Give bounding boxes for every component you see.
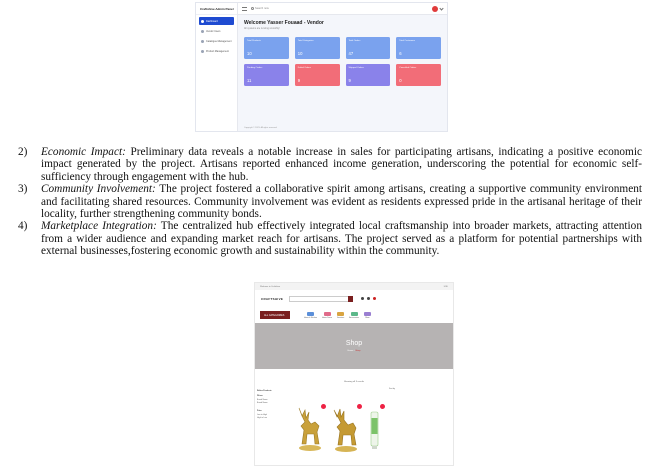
currency-select[interactable]: USD [443, 285, 448, 288]
stat-card[interactable] [396, 64, 441, 86]
dashboard-sidebar [196, 3, 238, 132]
filter-option[interactable]: Brand Name [257, 398, 268, 401]
dashboard-brand: Craftshive Admin Panel [196, 3, 237, 15]
item-heading: Economic Impact: [41, 146, 126, 158]
product-card[interactable] [329, 404, 361, 456]
sidebar-item[interactable] [199, 27, 234, 35]
results-count: Showing all 3 results [343, 381, 365, 383]
stat-value: 10 [247, 51, 252, 56]
welcome-subtitle: All systems are running smoothly! [244, 27, 280, 30]
stat-label: Total Products [247, 40, 261, 42]
tube-product-image [365, 404, 385, 456]
heart-icon[interactable] [367, 297, 370, 300]
menu-icon[interactable] [242, 7, 247, 11]
stat-label: Total Categories [297, 40, 314, 42]
stat-card[interactable] [396, 37, 441, 59]
category-icon [307, 312, 314, 316]
stat-value: 9 [348, 78, 351, 83]
breadcrumb-current: Shop [355, 350, 361, 352]
category-icon [364, 312, 371, 316]
nav-category[interactable] [337, 312, 344, 319]
nav-category[interactable] [322, 312, 332, 319]
category-icon [324, 312, 331, 316]
item-number: 4) [18, 220, 28, 233]
stat-card[interactable] [295, 37, 340, 59]
sidebar-item-label: Dashboard [206, 19, 218, 23]
sale-badge [380, 404, 385, 409]
filter-panel [257, 388, 289, 425]
stat-card[interactable] [346, 64, 391, 86]
search-icon[interactable] [251, 7, 254, 10]
list-item [18, 183, 642, 220]
product-card[interactable] [365, 404, 385, 456]
topbar-welcome: Welcome to Craftshive [260, 285, 281, 288]
stat-value: 47 [348, 51, 354, 56]
item-number: 3) [18, 183, 28, 196]
item-text: Preliminary data reveals a notable increase in sales for participating artisans, indicating a positive economic impact generated by the project. Artisans reported enhanced income generation, underscoring the potential for economic self-sufficiency through engagement with the hub. [41, 146, 642, 183]
nav-category-label: Home Decor [321, 316, 333, 319]
nav-category-label: Furniture [337, 316, 345, 319]
vendor-dashboard-figure [195, 2, 448, 132]
stat-label: Total Customers [399, 40, 416, 42]
item-text: The centralized hub effectively integrated local craftsmanship into broader markets, attracting attention from a wider audience and expanding market reach for artisans. The project served as a platform for potential partnerships with external businesses,fostering economic growth and sustainability within the community. [41, 220, 642, 258]
shop-nav [255, 307, 453, 323]
dashboard-main [238, 15, 447, 131]
shop-banner [255, 323, 453, 369]
paper-body [18, 146, 642, 258]
stat-card[interactable] [244, 37, 289, 59]
shop-logo[interactable]: CRAFTSHIVE [261, 296, 284, 301]
item-heading: Marketplace Integration: [41, 220, 157, 233]
filter-option[interactable]: Low to High [257, 413, 267, 416]
product-card[interactable] [293, 404, 325, 456]
sidebar-item[interactable] [199, 37, 234, 45]
user-icon[interactable] [361, 297, 364, 300]
stat-value: 11 [247, 78, 252, 83]
filter-option[interactable]: Brand Name [257, 402, 268, 404]
sale-badge [321, 404, 326, 409]
category-icon [351, 312, 358, 316]
breadcrumb-home[interactable]: Home [347, 350, 354, 352]
dashboard-topbar [238, 3, 447, 15]
nav-category-label: Home & Kitchen [304, 316, 317, 319]
product-area [289, 388, 453, 425]
shop-body [255, 388, 453, 425]
stat-label: Pending Orders [247, 67, 263, 69]
nav-icon [201, 50, 204, 53]
shop-page-figure [254, 282, 454, 466]
search-input[interactable] [289, 296, 349, 302]
filter-group [257, 410, 289, 419]
list-item [18, 220, 642, 257]
sale-badge [357, 404, 362, 409]
filter-group-title: Price [257, 410, 262, 412]
filter-group-title: Filters [257, 395, 263, 397]
stat-label: Shipped Orders [348, 67, 364, 69]
shop-topbar [255, 283, 453, 290]
all-categories-button[interactable]: ALL CATEGORIES [260, 311, 290, 319]
nav-category[interactable] [349, 312, 359, 319]
avatar[interactable] [432, 6, 438, 12]
item-number: 2) [18, 146, 28, 158]
sidebar-item[interactable] [199, 47, 234, 55]
breadcrumb: Home › Shop [347, 350, 361, 352]
stat-label: Failed Orders [297, 67, 312, 69]
sidebar-item[interactable] [199, 17, 234, 25]
nav-category[interactable] [364, 312, 371, 319]
stat-value: 10 [297, 51, 303, 56]
stat-label: Total Orders [348, 40, 361, 42]
category-icon [337, 312, 344, 316]
cart-icon[interactable] [373, 297, 376, 300]
shop-header [255, 290, 453, 307]
stat-value: 9 [297, 78, 301, 83]
deer-statue-image [329, 404, 361, 456]
product-grid [293, 404, 385, 456]
filter-title: Refine Products [257, 390, 272, 392]
item-heading: Community Involvement: [41, 183, 156, 196]
stat-value: 0 [399, 78, 402, 83]
filter-option[interactable]: High to Low [257, 417, 267, 419]
dashboard-footer: Copyright © 2023. All rights reserved. [244, 127, 278, 129]
search-input[interactable]: Search now [255, 7, 269, 10]
nav-category-label: Accessories [349, 316, 359, 319]
sidebar-item-label: Catalogue Management [206, 39, 232, 43]
item-text: The project fostered a collaborative spirit among artisans, creating a supportive community environment and facilitating shared resources. Community involvement was evident as residents expressed pride in the artisanal heritage of their locality, further strengthening community bonds. [41, 183, 643, 221]
filter-group [257, 395, 289, 404]
nav-category-label: More [365, 316, 370, 319]
stat-label: Cancelled Orders [399, 67, 417, 69]
stat-card[interactable] [295, 64, 340, 86]
nav-icon [201, 20, 204, 23]
stats-grid [244, 37, 441, 86]
banner-title: Shop [345, 340, 363, 347]
nav-category[interactable] [304, 312, 317, 319]
nav-icon [201, 40, 204, 43]
list-item [18, 146, 642, 183]
sidebar-item-label: Vendor Users [206, 29, 221, 33]
header-icons [361, 297, 376, 300]
stat-card[interactable] [346, 37, 391, 59]
sidebar-item-label: Product Management [206, 49, 229, 53]
nav-icon [201, 30, 204, 33]
sort-select[interactable]: Sort by [389, 388, 395, 390]
welcome-heading: Welcome Yasser Fouaad - Vendor [244, 20, 324, 26]
chevron-down-icon[interactable] [439, 6, 443, 10]
stat-card[interactable] [244, 64, 289, 86]
search-button[interactable] [348, 296, 353, 302]
deer-statue-image [293, 404, 325, 456]
stat-value: 6 [399, 51, 402, 56]
